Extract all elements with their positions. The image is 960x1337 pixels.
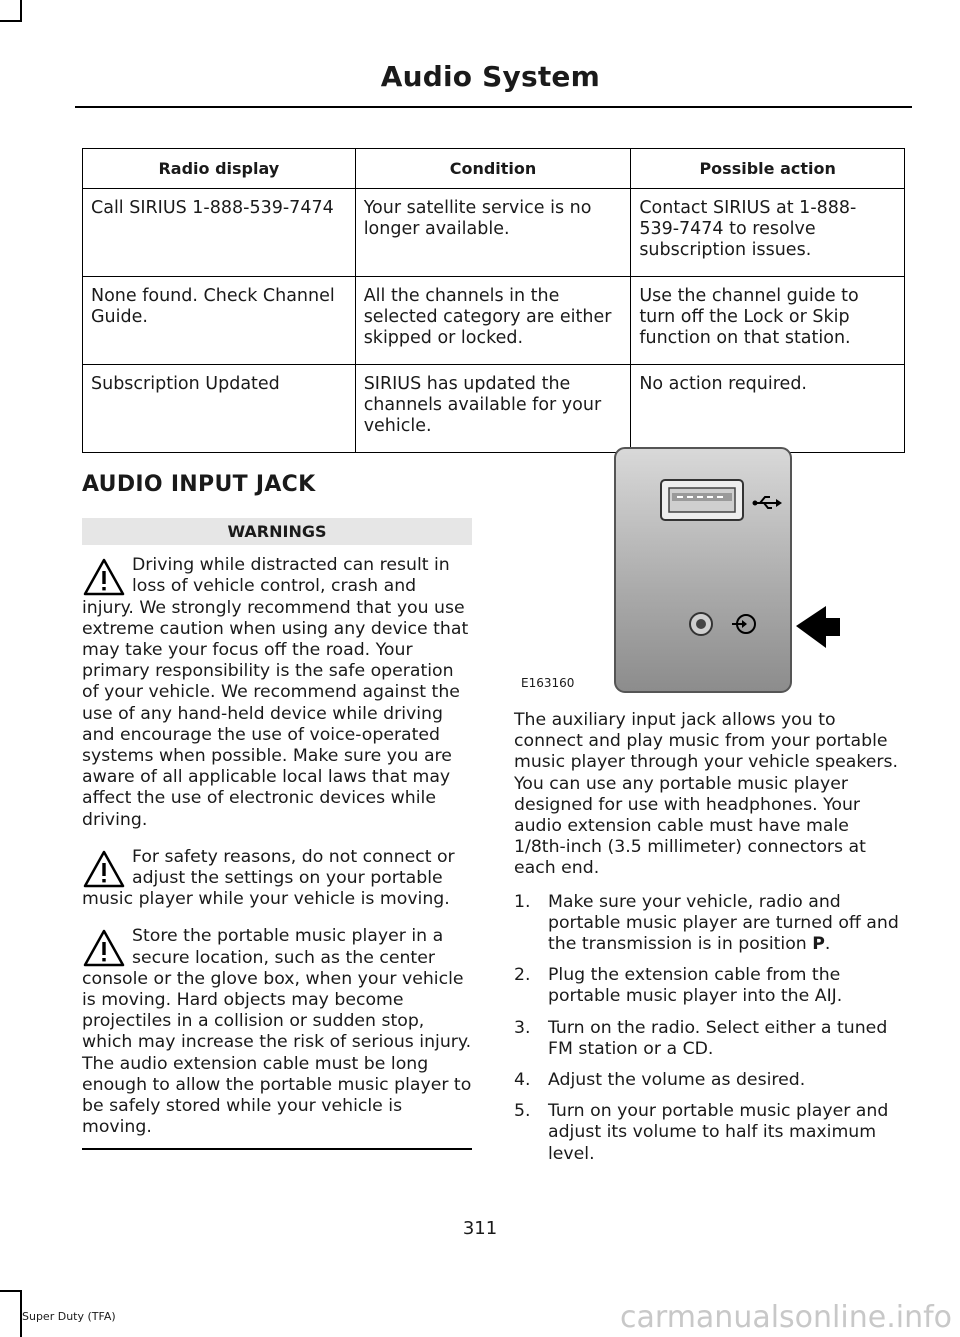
warnings-end-rule xyxy=(82,1148,472,1150)
warning-triangle-icon xyxy=(82,557,126,597)
warning-item xyxy=(82,847,472,911)
list-item xyxy=(514,892,906,956)
warning-triangle-icon xyxy=(82,849,126,889)
step-text-end: . xyxy=(824,934,831,955)
table-cell: All the channels in the selected category are either skipped or locked. xyxy=(355,277,631,365)
step-text: Turn on the radio. Select either a tuned FM station or a CD. xyxy=(548,1017,888,1059)
table-row xyxy=(83,365,905,453)
step-text: Plug the extension cable from the portable music player into the AIJ. xyxy=(548,965,843,1007)
step-text: Turn on your portable music player and adjust its volume to half its maximum level. xyxy=(548,1101,889,1164)
step-number: 2. xyxy=(514,965,531,986)
model-footer: Super Duty (TFA) xyxy=(22,1310,116,1323)
table-cell: Call SIRIUS 1-888-539-7474 xyxy=(83,189,356,277)
step-number: 3. xyxy=(514,1017,531,1038)
table-row xyxy=(83,189,905,277)
table-row xyxy=(83,277,905,365)
table-cell: No action required. xyxy=(631,365,905,453)
figure-code: E163160 xyxy=(521,676,575,690)
table-cell: Subscription Updated xyxy=(83,365,356,453)
aux-input-jack-illustration xyxy=(514,446,854,696)
table-cell: Contact SIRIUS at 1-888-539-7474 to resolve subscription issues. xyxy=(631,189,905,277)
list-item xyxy=(514,965,906,1007)
warning-triangle-icon xyxy=(82,928,126,968)
column-header: Possible action xyxy=(631,149,905,189)
step-number: 5. xyxy=(514,1101,531,1122)
instructions-column xyxy=(514,710,906,1175)
gear-position: P xyxy=(812,934,825,955)
column-header: Radio display xyxy=(83,149,356,189)
watermark: carmanualsonline.info xyxy=(620,1300,952,1335)
step-number: 4. xyxy=(514,1070,531,1091)
crop-mark xyxy=(20,0,22,22)
list-item xyxy=(514,1018,906,1060)
header-divider xyxy=(75,106,912,108)
warning-text: Driving while distracted can result in loss of vehicle control, crash and injury. We strongly recommend that you use extreme caution when using any device that may take your focus off the road. Your primary responsibility is the safe operation of your vehicle. We recommend against the use of any hand-held device while driving and encourage the use of voice-operated systems when possible. Make sure you are aware of all applicable local laws that may affect the use of electronic devices while driving. xyxy=(82,555,469,830)
table-cell: SIRIUS has updated the channels available for your vehicle. xyxy=(355,365,631,453)
warning-item xyxy=(82,926,472,1138)
step-number: 1. xyxy=(514,891,531,912)
table-cell: Your satellite service is no longer available. xyxy=(355,189,631,277)
list-item xyxy=(514,1070,906,1091)
intro-paragraph: The auxiliary input jack allows you to connect and play music from your portable music player through your vehicle speakers. You can use any portable music player designed for use with headphones. Your audio extension cable must have male 1/8th-inch (3.5 millimeter) connectors at each end. xyxy=(514,710,899,879)
crop-mark xyxy=(0,1290,22,1292)
list-item xyxy=(514,1101,906,1165)
steps-list xyxy=(514,892,906,1165)
table-cell: Use the channel guide to turn off the Lock or Skip function on that station. xyxy=(631,277,905,365)
page-title: Audio System xyxy=(380,60,600,93)
step-text: Make sure your vehicle, radio and portable music player are turned off and the transmission is in position xyxy=(548,891,899,955)
column-header: Condition xyxy=(355,149,631,189)
section-heading: AUDIO INPUT JACK xyxy=(82,472,316,497)
table-header-row xyxy=(83,149,905,189)
warnings-column xyxy=(82,518,472,1150)
warning-item xyxy=(82,555,472,831)
table-cell: None found. Check Channel Guide. xyxy=(83,277,356,365)
warning-text: For safety reasons, do not connect or adjust the settings on your portable music player while your vehicle is moving. xyxy=(82,846,455,910)
warning-text: Store the portable music player in a secure location, such as the center console or the glove box, when your vehicle is moving. Hard objects may become projectiles in a collision or sudden stop, which may increase the risk of serious injury. The audio extension cable must be long enough to allow the portable music player to be safely stored while your vehicle is moving. xyxy=(82,926,472,1138)
step-text: Adjust the volume as desired. xyxy=(548,1070,806,1091)
warnings-label: WARNINGS xyxy=(82,518,472,545)
page-number: 311 xyxy=(462,1218,498,1239)
crop-mark xyxy=(0,20,22,22)
sirius-message-table xyxy=(82,148,905,453)
